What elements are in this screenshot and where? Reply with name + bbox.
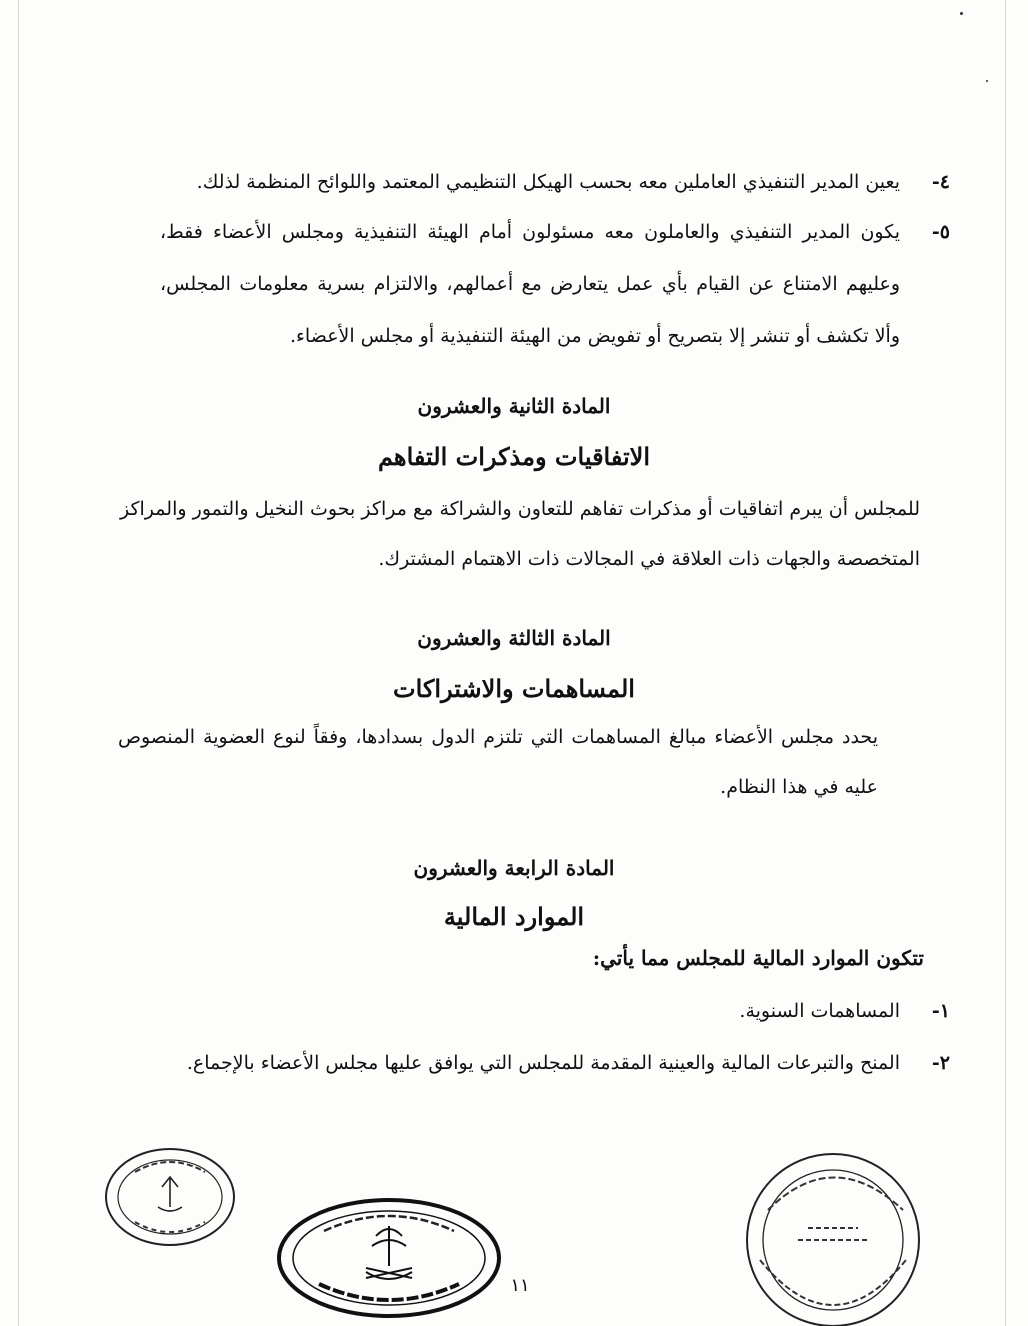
article-23-title: المساهمات والاشتراكات (393, 674, 635, 703)
clause-number: ٥- (931, 221, 950, 243)
article-24-lead: تتكون الموارد المالية للمجلس مما يأتي: (592, 946, 924, 970)
scan-speck (960, 12, 963, 15)
clause-4 (160, 156, 950, 208)
article-24-heading: المادة الرابعة والعشرون (413, 856, 615, 880)
page-edge-right (1005, 0, 1006, 1326)
article-23-body: يحدد مجلس الأعضاء مبالغ المساهمات التي تلتزم الدول بسدادها، وفقاً لنوع العضوية المنصوص عليه في هذا النظام. (118, 726, 878, 798)
clause-number: ٤- (931, 171, 950, 193)
article-22-heading: المادة الثانية والعشرون (417, 394, 611, 418)
list-item (160, 1000, 950, 1022)
list-item-number: ١- (931, 1000, 950, 1022)
clause-text: يكون المدير التنفيذي والعاملون معه مسئولون أمام الهيئة التنفيذية ومجلس الأعضاء فقط، وعليهم الامتناع عن القيام بأي عمل يتعارض مع أعمالهم، والالتزام بسرية معلومات المجلس، وألا تكشف أو تنشر إلا بتصريح أو تفويض من الهيئة التنفيذية أو مجلس الأعضاء. (160, 221, 900, 347)
list-item-number: ٢- (931, 1052, 950, 1074)
page-edge-left (18, 0, 19, 1326)
list-item-text: المنح والتبرعات المالية والعينية المقدمة للمجلس التي يوافق عليها مجلس الأعضاء بالإجماع. (186, 1052, 900, 1074)
list-item-text: المساهمات السنوية. (739, 1000, 900, 1022)
article-24-title: الموارد المالية (443, 902, 585, 931)
clause-text: يعين المدير التنفيذي العاملين معه بحسب الهيكل التنظيمي المعتمد واللوائح المنظمة لذلك. (196, 171, 900, 193)
page-number: ١١ (510, 1275, 530, 1296)
article-22-body: للمجلس أن يبرم اتفاقيات أو مذكرات تفاهم للتعاون والشراكة مع مراكز بحوث النخيل والتمور والمراكز المتخصصة والجهات ذات العلاقة في المجالات ذات الاهتمام المشترك. (120, 498, 920, 570)
clause-5 (160, 206, 950, 362)
list-item (160, 1052, 950, 1074)
seal-ministry-agriculture-icon (738, 1150, 928, 1326)
seal-kingdom-partial-icon (100, 1142, 240, 1252)
article-23-heading: المادة الثالثة والعشرون (417, 626, 611, 650)
seal-council-of-ministers-icon (274, 1196, 504, 1320)
scan-speck (986, 80, 988, 82)
article-22-title: الاتفاقيات ومذكرات التفاهم (377, 442, 651, 471)
